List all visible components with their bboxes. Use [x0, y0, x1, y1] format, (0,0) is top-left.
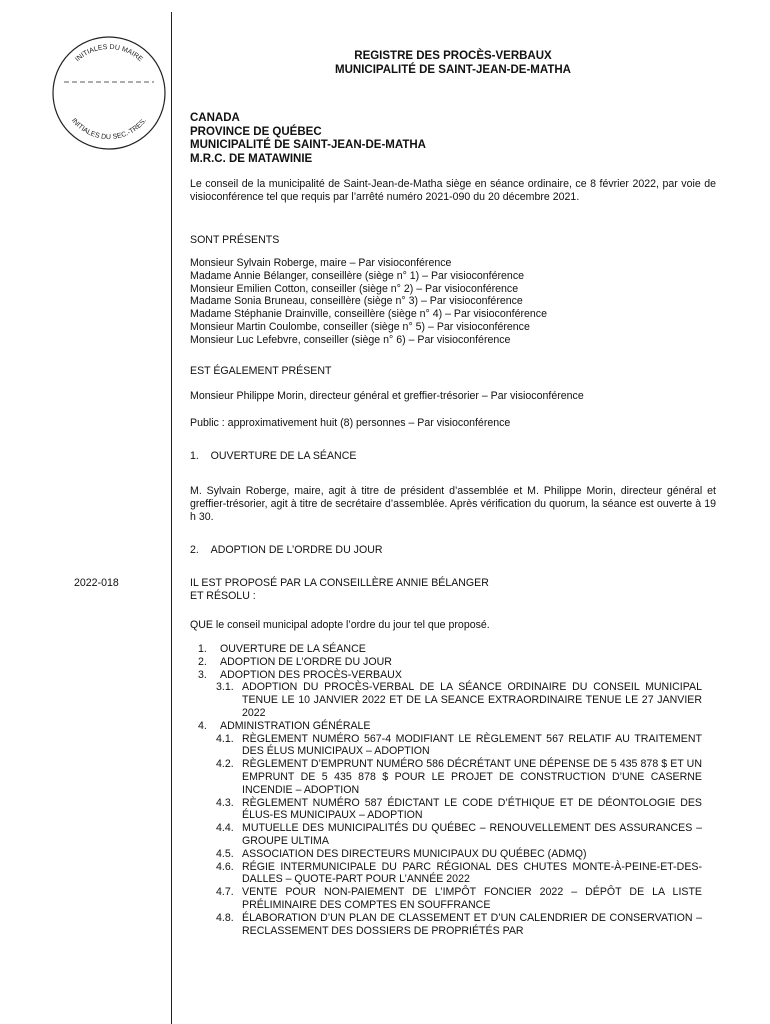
attendee: Monsieur Emilien Cotton, conseiller (siège n° 2) – Par visioconférence: [190, 282, 519, 295]
agenda-subitem: [198, 733, 702, 759]
agenda-subitem-number: 4.1.: [216, 732, 234, 745]
address-line: M.R.C. DE MATAWINIE: [190, 152, 313, 165]
header-line-2: MUNICIPALITÉ DE SAINT-JEAN-DE-MATHA: [335, 64, 571, 76]
agenda-subitem: [198, 861, 702, 887]
section-1-heading: [190, 450, 716, 463]
agenda-subitem-number: 4.4.: [216, 822, 234, 835]
also-present: Monsieur Philippe Morin, directeur général et greffier-trésorier – Par visioconférence: [190, 390, 584, 402]
agenda-item-number: 1.: [198, 643, 207, 655]
initials-seal-icon: [50, 34, 168, 152]
address-line: MUNICIPALITÉ DE SAINT-JEAN-DE-MATHA: [190, 139, 426, 151]
agenda-item: [198, 643, 702, 656]
agenda-item: [198, 669, 702, 682]
agenda-subitem-number: 4.3.: [216, 796, 234, 809]
agenda-subitem: [198, 848, 702, 861]
resolution-proposal: [190, 577, 716, 603]
agenda-subitem-text: RÈGLEMENT D’EMPRUNT NUMÉRO 586 DÉCRÉTANT UNE DÉPENSE DE 5 435 878 $ ET UN EMPRUNT DE 5 435 878 $ POUR LE PROJET DE CONSTRUCTION D’UNE CASERNE INCENDIE – ADOPTION: [242, 758, 702, 796]
attendee: Monsieur Luc Lefebvre, conseiller (siège n° 6) – Par visioconférence: [190, 333, 511, 346]
svg-text:INITIALES DU SEC.-TRES.: [70, 117, 148, 141]
also-present-heading: EST ÉGALEMENT PRÉSENT: [190, 365, 332, 377]
margin-rule: [171, 12, 172, 1024]
section-number: 1.: [190, 450, 199, 462]
agenda-subitem-text: RÉGIE INTERMUNICIPALE DU PARC RÉGIONAL DES CHUTES MONTE-À-PEINE-ET-DES-DALLES – QUOTE-PART POUR L’ANNÉE 2022: [242, 860, 702, 886]
attendee: Madame Annie Bélanger, conseillère (siège n° 1) – Par visioconférence: [190, 269, 525, 282]
present-list: [190, 257, 716, 347]
agenda-subitem-number: 4.5.: [216, 847, 234, 860]
agenda-item: [198, 656, 702, 669]
resolution-number: 2022-018: [74, 577, 119, 589]
agenda-item-text: ADMINISTRATION GÉNÉRALE: [220, 719, 371, 732]
header-line-1: REGISTRE DES PROCÈS-VERBAUX: [354, 50, 552, 62]
agenda-subitem: [198, 681, 702, 719]
proposal-line: ET RÉSOLU :: [190, 589, 256, 602]
address-line: PROVINCE DE QUÉBEC: [190, 125, 322, 138]
public-attendance: Public : approximativement huit (8) personnes – Par visioconférence: [190, 417, 511, 429]
seal-bottom-text: INITIALES DU SEC.-TRES.: [69, 117, 149, 142]
agenda-subitem-text: ÉLABORATION D’UN PLAN DE CLASSEMENT ET D’UN CALENDRIER DE CONSERVATION – RECLASSEMENT DES DOSSIERS DE PROPRIÉTÉS PAR: [242, 911, 702, 937]
address-block: [190, 112, 426, 166]
agenda-item: [198, 720, 702, 733]
agenda-item-text: ADOPTION DE L’ORDRE DU JOUR: [220, 655, 392, 668]
agenda-subitem-text: VENTE POUR NON-PAIEMENT DE L’IMPÔT FONCIER 2022 – DÉPÔT DE LA LISTE PRÉLIMINAIRE DES COMPTES EN SOUFFRANCE: [242, 886, 702, 911]
agenda-subitem: [198, 886, 702, 912]
proposal-line: IL EST PROPOSÉ PAR LA CONSEILLÈRE ANNIE BÉLANGER: [190, 577, 489, 589]
agenda-subitem: [198, 822, 702, 848]
agenda-item-number: 4.: [198, 719, 207, 732]
section-title: ADOPTION DE L’ORDRE DU JOUR: [210, 544, 383, 556]
register-header: [190, 49, 716, 77]
attendee: Madame Sonia Bruneau, conseillère (siège n° 3) – Par visioconférence: [190, 295, 523, 308]
section-title: OUVERTURE DE LA SÉANCE: [210, 450, 357, 462]
section-2-heading: [190, 544, 716, 557]
agenda-subitem: [198, 797, 702, 823]
agenda-subitem-text: RÈGLEMENT NUMÉRO 567-4 MODIFIANT LE RÈGLEMENT 567 RELATIF AU TRAITEMENT DES ÉLUS MUNICIPAUX – ADOPTION: [242, 732, 702, 758]
agenda-subitem-number: 3.1.: [216, 681, 234, 694]
attendee: Madame Stéphanie Drainville, conseillère (siège n° 4) – Par visioconférence: [190, 308, 547, 321]
attendee: Monsieur Sylvain Roberge, maire – Par visioconférence: [190, 257, 452, 269]
agenda-subitem-text: ASSOCIATION DES DIRECTEURS MUNICIPAUX DU QUÉBEC (ADMQ): [242, 847, 587, 860]
present-heading: SONT PRÉSENTS: [190, 234, 280, 246]
agenda-subitem-text: ADOPTION DU PROCÈS-VERBAL DE LA SÉANCE ORDINAIRE DU CONSEIL MUNICIPAL TENUE LE 10 JANVIER 2022 ET DE LA SEANCE EXTRAORDINAIRE TENUE LE 27 JANVIER 2022: [242, 681, 702, 719]
agenda-subitem-number: 4.7.: [216, 886, 234, 899]
agenda-subitem-number: 4.8.: [216, 911, 234, 924]
agenda-item-number: 2.: [198, 655, 207, 668]
seal-top-text: INITIALES DU MAIRE: [74, 43, 144, 64]
opening-paragraph: M. Sylvain Roberge, maire, agit à titre de président d’assemblée et M. Philippe Morin, directeur général et greffier-trésorier, agit à titre de secrétaire d’assemblée. Après vérification du quorum, la séance est ouverte à 19 h 30.: [190, 485, 716, 523]
agenda-item-number: 3.: [198, 668, 207, 681]
agenda-item-text: ADOPTION DES PROCÈS-VERBAUX: [220, 668, 402, 681]
agenda-subitem: [198, 758, 702, 796]
address-line: CANADA: [190, 112, 240, 124]
attendee: Monsieur Martin Coulombe, conseiller (siège n° 5) – Par visioconférence: [190, 320, 530, 333]
agenda-subitem: [198, 912, 702, 938]
agenda-subitem-text: RÈGLEMENT NUMÉRO 587 ÉDICTANT LE CODE D’ÉTHIQUE ET DE DÉONTOLOGIE DES ÉLUS-ES MUNICIPAUX – ADOPTION: [242, 796, 702, 822]
agenda-subitem-text: MUTUELLE DES MUNICIPALITÉS DU QUÉBEC – RENOUVELLEMENT DES ASSURANCES – GROUPE ULTIMA: [242, 822, 702, 847]
section-number: 2.: [190, 544, 199, 556]
agenda-list: [198, 643, 702, 937]
intro-paragraph: Le conseil de la municipalité de Saint-Jean-de-Matha siège en séance ordinaire, ce 8 février 2022, par voie de visioconférence tel que requis par l’arrêté numéro 2021-090 du 20 décembre 2021.: [190, 178, 716, 203]
agenda-subitem-number: 4.2.: [216, 758, 234, 771]
resolution-que: QUE le conseil municipal adopte l’ordre du jour tel que proposé.: [190, 619, 490, 631]
svg-text:INITIALES DU MAIRE: [74, 44, 144, 63]
agenda-item-text: OUVERTURE DE LA SÉANCE: [220, 643, 366, 655]
agenda-subitem-number: 4.6.: [216, 860, 234, 873]
